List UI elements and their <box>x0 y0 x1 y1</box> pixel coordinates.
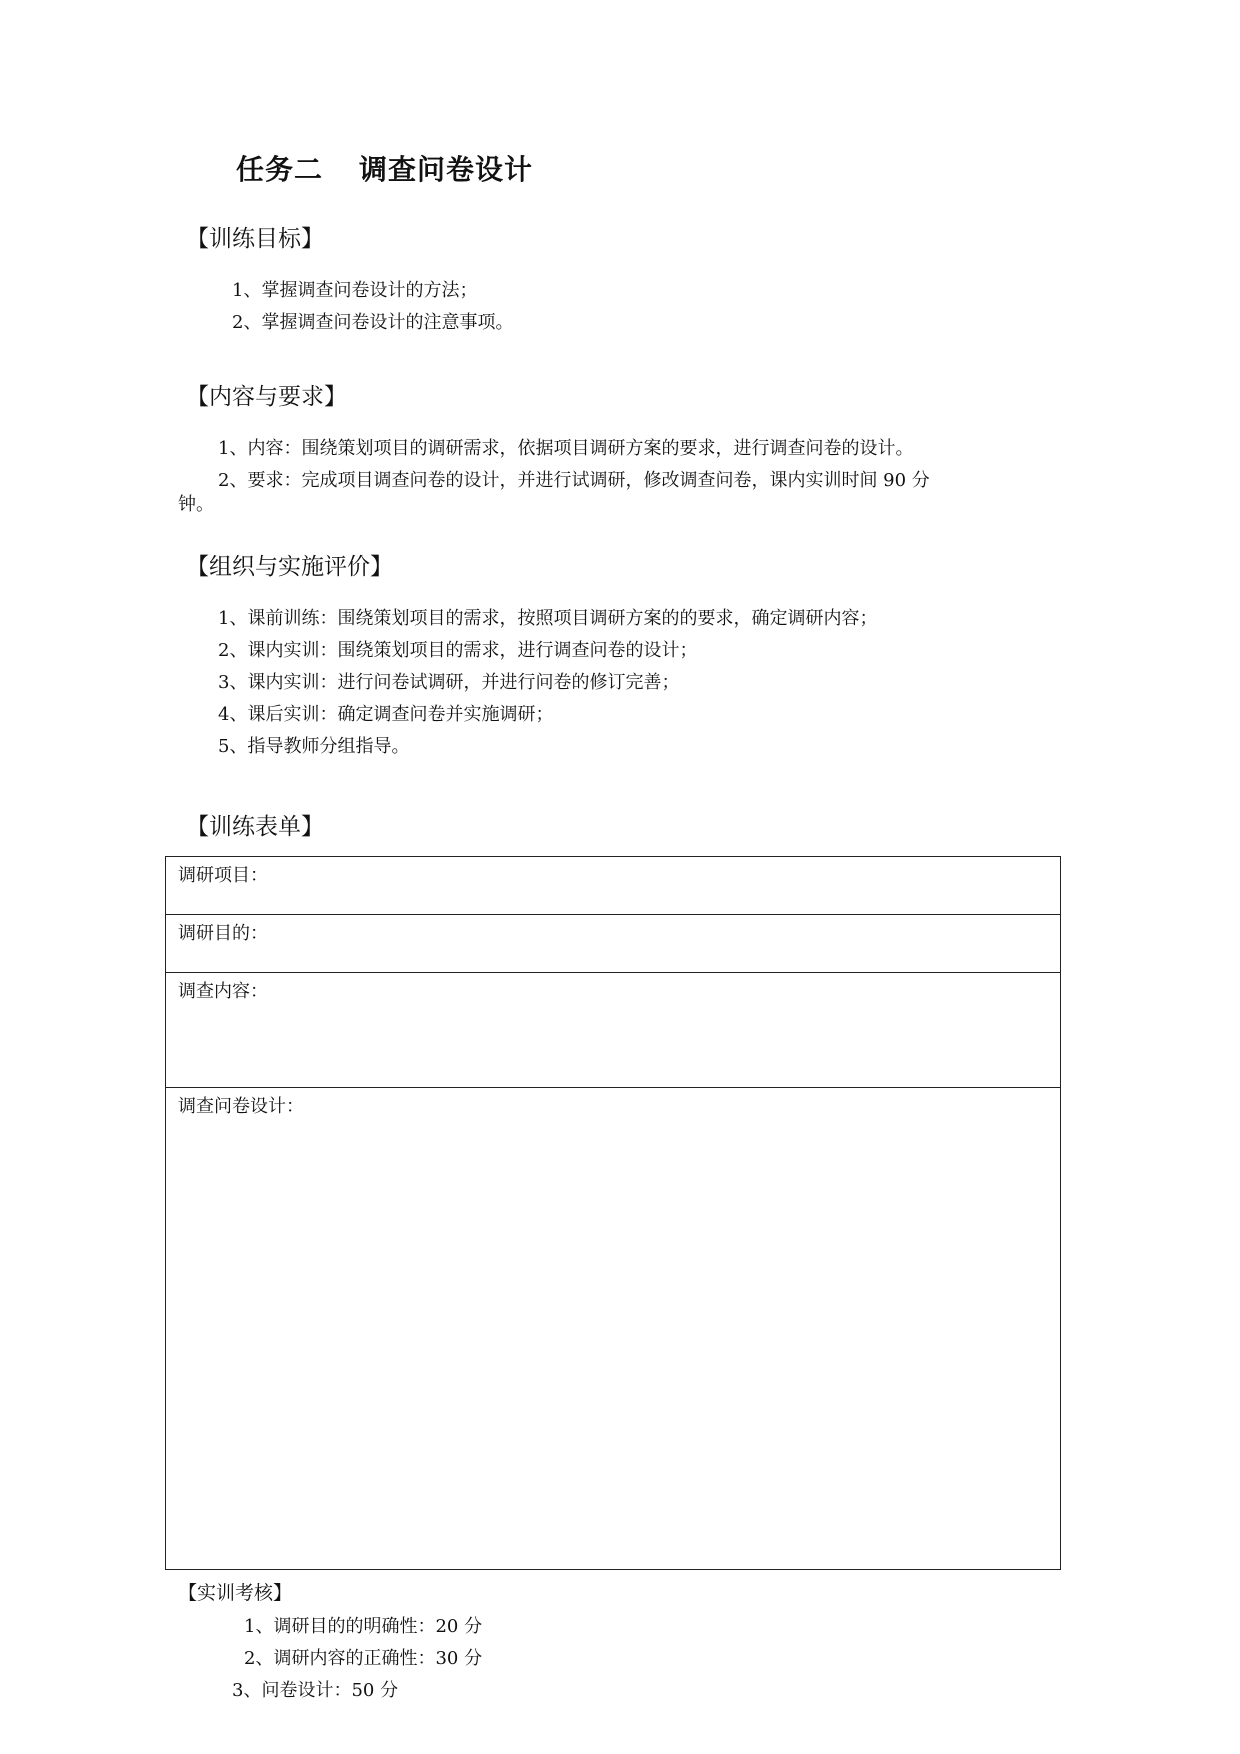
assessment-item: 2、调研内容的正确性：30 分 <box>244 1648 483 1669</box>
organization-item: 3、课内实训：进行问卷试调研，并进行问卷的修订完善； <box>218 672 680 693</box>
content-item: 1、内容：围绕策划项目的调研需求，依据项目调研方案的要求，进行调查问卷的设计。 <box>218 438 914 459</box>
training-form-heading: 【训练表单】 <box>186 814 324 840</box>
form-row-project[interactable] <box>166 857 1060 915</box>
assessment-item: 1、调研目的的明确性：20 分 <box>244 1616 483 1637</box>
form-label-purpose: 调研目的： <box>178 923 268 944</box>
requirement-item-continuation: 钟。 <box>178 494 214 515</box>
training-form-table <box>165 856 1061 1570</box>
form-label-questionnaire-design: 调查问卷设计： <box>178 1096 304 1117</box>
organization-item: 2、课内实训：围绕策划项目的需求，进行调查问卷的设计； <box>218 640 698 661</box>
training-goal-item: 2、掌握调查问卷设计的注意事项。 <box>232 312 514 333</box>
title-task-number: 任务二 <box>236 153 324 186</box>
form-label-project: 调研项目： <box>178 865 268 886</box>
training-goal-item: 1、掌握调查问卷设计的方法； <box>232 280 478 301</box>
content-requirements-heading: 【内容与要求】 <box>186 384 347 410</box>
page-title <box>236 148 533 188</box>
form-row-content[interactable] <box>166 973 1060 1088</box>
form-label-content: 调查内容： <box>178 981 268 1002</box>
assessment-heading: 【实训考核】 <box>178 1582 293 1604</box>
organization-heading: 【组织与实施评价】 <box>186 554 393 580</box>
requirement-item: 2、要求：完成项目调查问卷的设计，并进行试调研，修改调查问卷，课内实训时间 90 分 <box>218 470 930 491</box>
assessment-item: 3、问卷设计：50 分 <box>232 1680 399 1701</box>
organization-item: 1、课前训练：围绕策划项目的需求，按照项目调研方案的的要求，确定调研内容； <box>218 608 878 629</box>
training-goals-heading: 【训练目标】 <box>186 226 324 252</box>
organization-item: 4、课后实训：确定调查问卷并实施调研； <box>218 704 554 725</box>
title-task-name: 调查问卷设计 <box>359 153 534 186</box>
organization-item: 5、指导教师分组指导。 <box>218 736 410 757</box>
form-row-purpose[interactable] <box>166 915 1060 973</box>
form-row-questionnaire-design[interactable] <box>166 1088 1060 1568</box>
